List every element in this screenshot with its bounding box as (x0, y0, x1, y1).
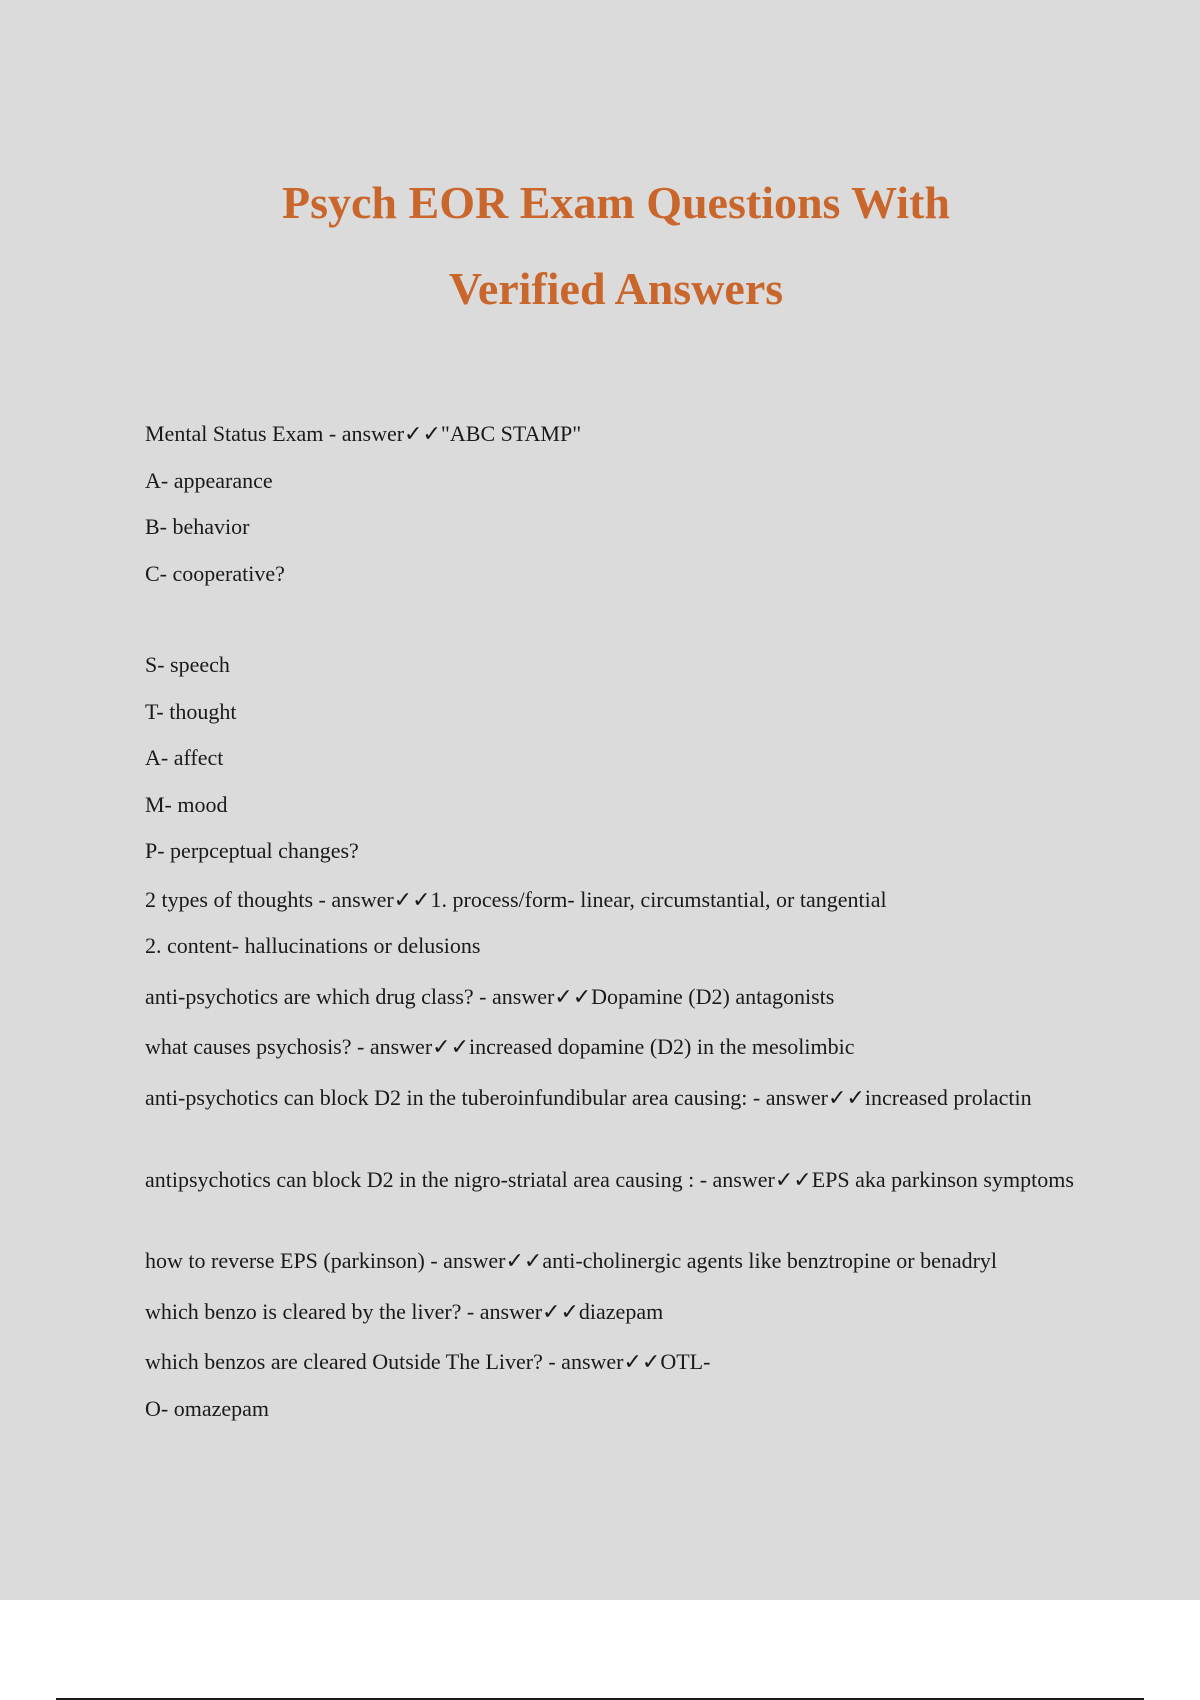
text-line: P- perpceptual changes? (145, 838, 359, 863)
text-line: O- omazepam (145, 1396, 269, 1421)
text-line: Mental Status Exam - answer✓✓"ABC STAMP" (145, 421, 582, 446)
document-title-line-1: Psych EOR Exam Questions With (282, 177, 950, 228)
document-title-line-2: Verified Answers (448, 263, 784, 314)
text-line: which benzos are cleared Outside The Liver? - answer✓✓OTL- (145, 1349, 711, 1374)
text-line: 2. content- hallucinations or delusions (145, 933, 481, 958)
document-title (0, 160, 1200, 332)
text-line: S- speech (145, 652, 230, 677)
text-line: what causes psychosis? - answer✓✓increased dopamine (D2) in the mesolimbic (145, 1034, 855, 1059)
text-line: antipsychotics can block D2 in the nigro-striatal area causing : - answer✓✓EPS aka parkinson symptoms (145, 1167, 1074, 1192)
text-line: A- affect (145, 745, 224, 770)
text-line: C- cooperative? (145, 561, 285, 586)
text-line: T- thought (145, 699, 237, 724)
text-line: B- behavior (145, 514, 250, 539)
text-line: which benzo is cleared by the liver? - answer✓✓diazepam (145, 1299, 664, 1324)
text-line: anti-psychotics can block D2 in the tuberoinfundibular area causing: - answer✓✓increased prolactin (145, 1085, 1032, 1110)
text-line: A- appearance (145, 468, 273, 493)
text-line: 2 types of thoughts - answer✓✓1. process/form- linear, circumstantial, or tangential (145, 887, 887, 912)
text-line: how to reverse EPS (parkinson) - answer✓✓anti-cholinergic agents like benztropine or benadryl (145, 1248, 998, 1273)
text-line: M- mood (145, 792, 228, 817)
text-line: anti-psychotics are which drug class? - answer✓✓Dopamine (D2) antagonists (145, 984, 835, 1009)
